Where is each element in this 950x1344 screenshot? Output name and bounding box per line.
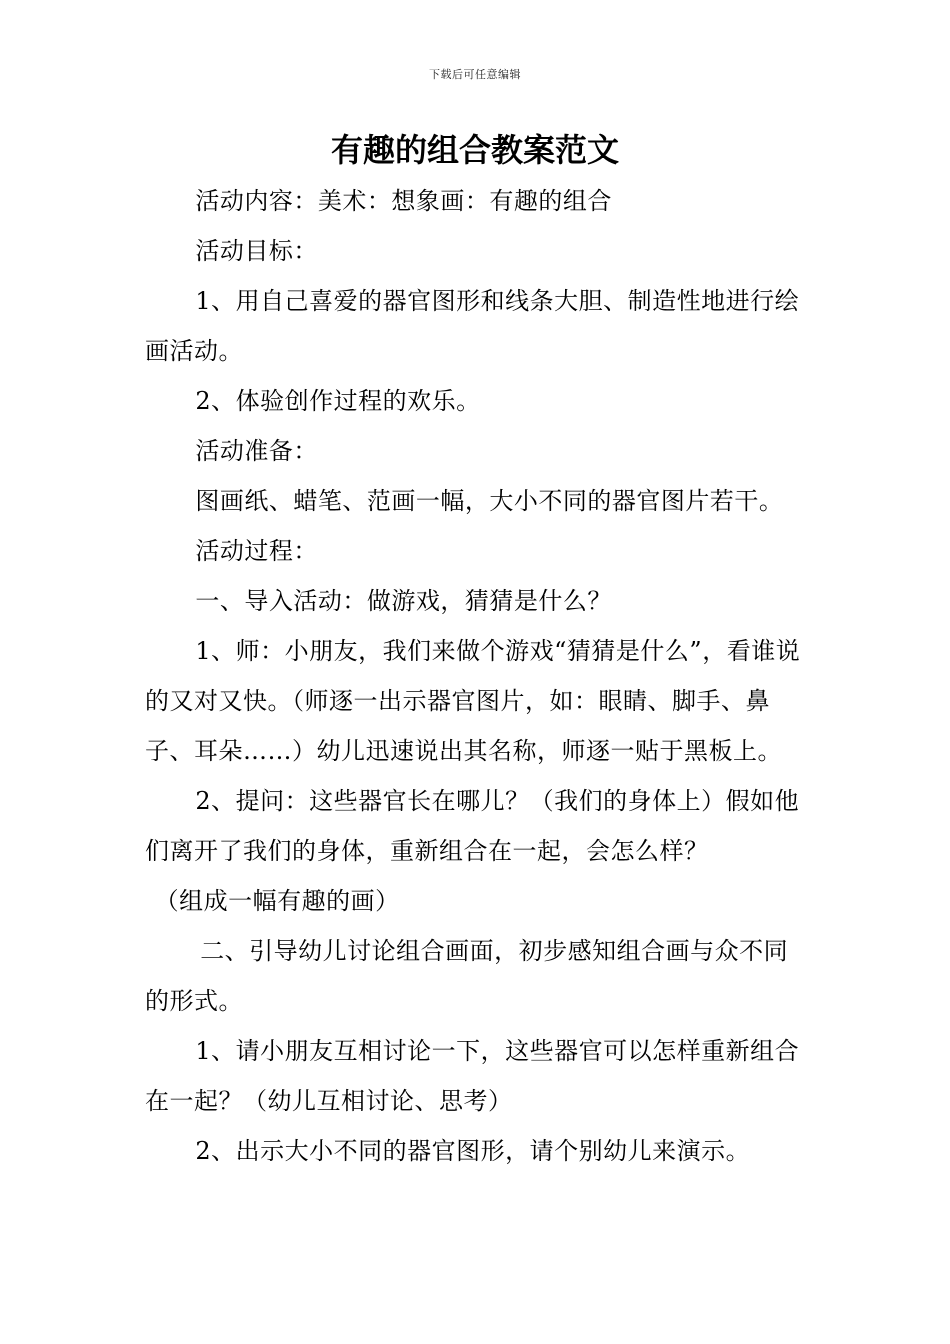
paragraph-step-1-2: 2、提问：这些器官长在哪儿？（我们的身体上）假如他们离开了我们的身体，重新组合在一起，会怎么样？ [145,787,800,865]
paragraph-step-2-heading: 二、引导幼儿讨论组合画面，初步感知组合画与众不同的形式。 [145,937,789,1015]
paragraph-step-1-1: 1、师：小朋友，我们来做个游戏“猜猜是什么”，看谁说的又对又快。（师逐一出示器官图片，如：眼睛、脚手、鼻子、耳朵……）幼儿迅速说出其名称，师逐一贴于黑板上。 [145,637,801,765]
document-title: 有趣的组合教案范文 [330,131,619,169]
paragraph-prep-heading: 活动准备： [195,437,318,465]
paragraph-goal-1: 1、用自己喜爱的器官图形和线条大胆、制造性地进行绘画活动。 [145,287,800,365]
document-body [145,176,810,1176]
paragraph-goals-heading: 活动目标： [195,237,318,265]
paragraph-step-2-2: 2、出示大小不同的器官图形，请个别幼儿来演示。 [195,1137,751,1165]
paragraph-step-1-2-answer: （组成一幅有趣的画） [154,887,400,915]
paragraph-step-2-1: 1、请小朋友互相讨论一下，这些器官可以怎样重新组合在一起？（幼儿互相讨论、思考） [145,1037,800,1115]
paragraph-step-1-heading: 一、导入活动：做游戏，猜猜是什么？ [195,587,612,615]
header-note: 下载后可任意编辑 [429,68,521,81]
paragraph-activity-content: 活动内容：美术：想象画：有趣的组合 [195,187,612,215]
paragraph-process-heading: 活动过程： [195,537,318,565]
paragraph-prep-items: 图画纸、蜡笔、范画一幅，大小不同的器官图片若干。 [195,487,784,515]
paragraph-goal-2: 2、体验创作过程的欢乐。 [195,387,481,415]
